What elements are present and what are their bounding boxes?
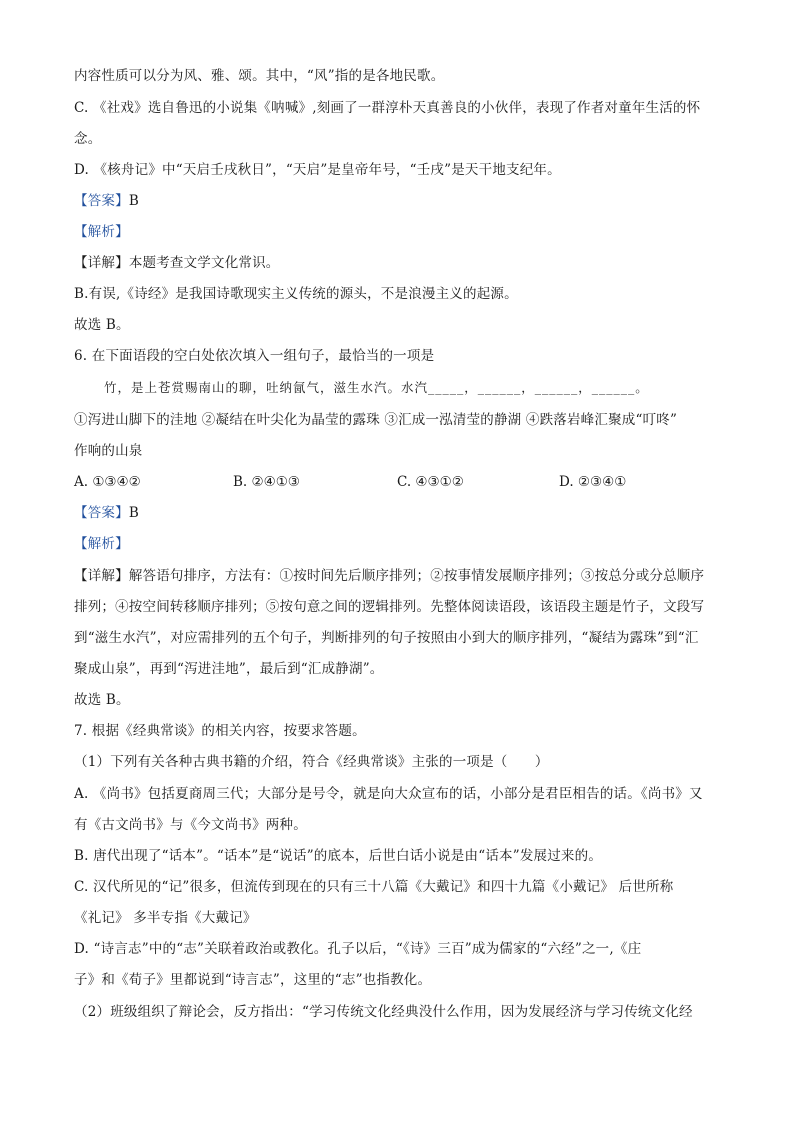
- answer-value: B: [128, 193, 139, 209]
- analysis-tag: 【解析】: [74, 536, 129, 552]
- answer-line: [74, 191, 734, 211]
- choice-b: B. ②④①③: [233, 474, 300, 490]
- option-a-line: A. 《尚书》包括夏商周三代；大部分是号令，就是向大众宣布的话，小部分是君臣相告的话。《尚书》又: [74, 786, 703, 802]
- detail-text: 本题考查文学文化常识。: [128, 255, 280, 271]
- detail-line: [74, 253, 734, 273]
- answer-tag: 【答案】: [74, 505, 129, 521]
- choice-d: D. ②③④①: [559, 474, 627, 490]
- text-line: 聚成山泉”，再到“泻进洼地”，最后到“汇成静湖”。: [74, 661, 384, 677]
- option-c-line: C. 汉代所见的“记”很多，但流传到现在的只有三十八篇《大戴记》和四十九篇《小戴记》 后世所称: [74, 879, 674, 895]
- passage-line: 竹，是上苍赏赐南山的聊，吐纳氤气，滋生水汽。水汽_____，______，______，______。: [104, 380, 649, 395]
- sub-question-2: （2）班级组织了辩论会，反方指出：“学习传统文化经典没什么作用，因为发展经济与学习传统文化经: [74, 1004, 693, 1020]
- option-b-line: B. 唐代出现了“话本”。“话本”是“说话”的底本，后世白话小说是由“话本”发展过来的。: [74, 848, 603, 864]
- text-line: 《礼记》 多半专指《大戴记》: [74, 910, 257, 926]
- question-7-title: 7. 根据《经典常谈》的相关内容，按要求答题。: [74, 723, 366, 739]
- choice-a: A. ①③④②: [74, 474, 141, 490]
- answer-tag: 【答案】: [74, 193, 129, 209]
- text-line: 到“滋生水汽”，对应需排列的五个句子，判断排列的句子按照由小到大的顺序排列，“凝结为露珠”到“汇: [74, 630, 699, 646]
- analysis-line: [74, 222, 734, 242]
- answer-line: [74, 503, 734, 523]
- text-line: 排列；④按空间转移顺序排列；⑤按句意之间的逻辑排列。先整体阅读语段，该语段主题是竹子，文段写: [74, 599, 705, 615]
- detail-tag: 【详解】: [74, 255, 129, 271]
- text-line: B.有误,《诗经》是我国诗歌现实主义传统的源头，不是浪漫主义的起源。: [74, 286, 518, 302]
- text-line: 内容性质可以分为风、雅、颂。其中，“风”指的是各地民歌。: [74, 68, 445, 84]
- detail-tag: 【详解】: [74, 568, 129, 584]
- sub-question-1: （1）下列有关各种古典书籍的介绍，符合《经典常谈》主张的一项是（ ）: [74, 754, 549, 770]
- conclusion-line: 故选 B。: [74, 692, 130, 708]
- question-6-title: 6. 在下面语段的空白处依次填入一组句子，最恰当的一项是: [74, 348, 435, 364]
- text-line: 念。: [74, 131, 102, 147]
- detail-text: 解答语句排序，方法有：①按时间先后顺序排列；②按事情发展顺序排列；③按总分或分总顺序: [128, 568, 705, 584]
- detail-line: [74, 566, 734, 586]
- text-line: 有《古文尚书》与《今文尚书》两种。: [74, 817, 307, 833]
- option-d-line: D. “诗言志”中的“志”关联着政治或教化。孔子以后，“《诗》三百”成为儒家的“六经”之一,《庄: [74, 941, 642, 957]
- conclusion-line: 故选 B。: [74, 317, 130, 333]
- answer-value: B: [128, 505, 139, 521]
- analysis-line: [74, 534, 734, 554]
- analysis-tag: 【解析】: [74, 224, 129, 240]
- option-d-line: D. 《核舟记》中“天启壬戌秋日”，“天启”是皇帝年号，“壬戌”是天干地支纪年。: [74, 162, 561, 178]
- choice-c: C. ④③①②: [397, 474, 464, 490]
- sentence-options-line: ①泻进山脚下的洼地 ②凝结在叶尖化为晶莹的露珠 ③汇成一泓清莹的静湖 ④跌落岩峰汇聚成“叮咚”: [74, 412, 678, 428]
- text-line: 子》和《荀子》里都说到“诗言志”，这里的“志”也指教化。: [74, 972, 432, 988]
- option-c-line: C. 《社戏》选自鲁迅的小说集《呐喊》,刻画了一群淳朴天真善良的小伙伴，表现了作者对童年生活的怀: [74, 100, 701, 116]
- text-line: 作响的山泉: [74, 443, 143, 459]
